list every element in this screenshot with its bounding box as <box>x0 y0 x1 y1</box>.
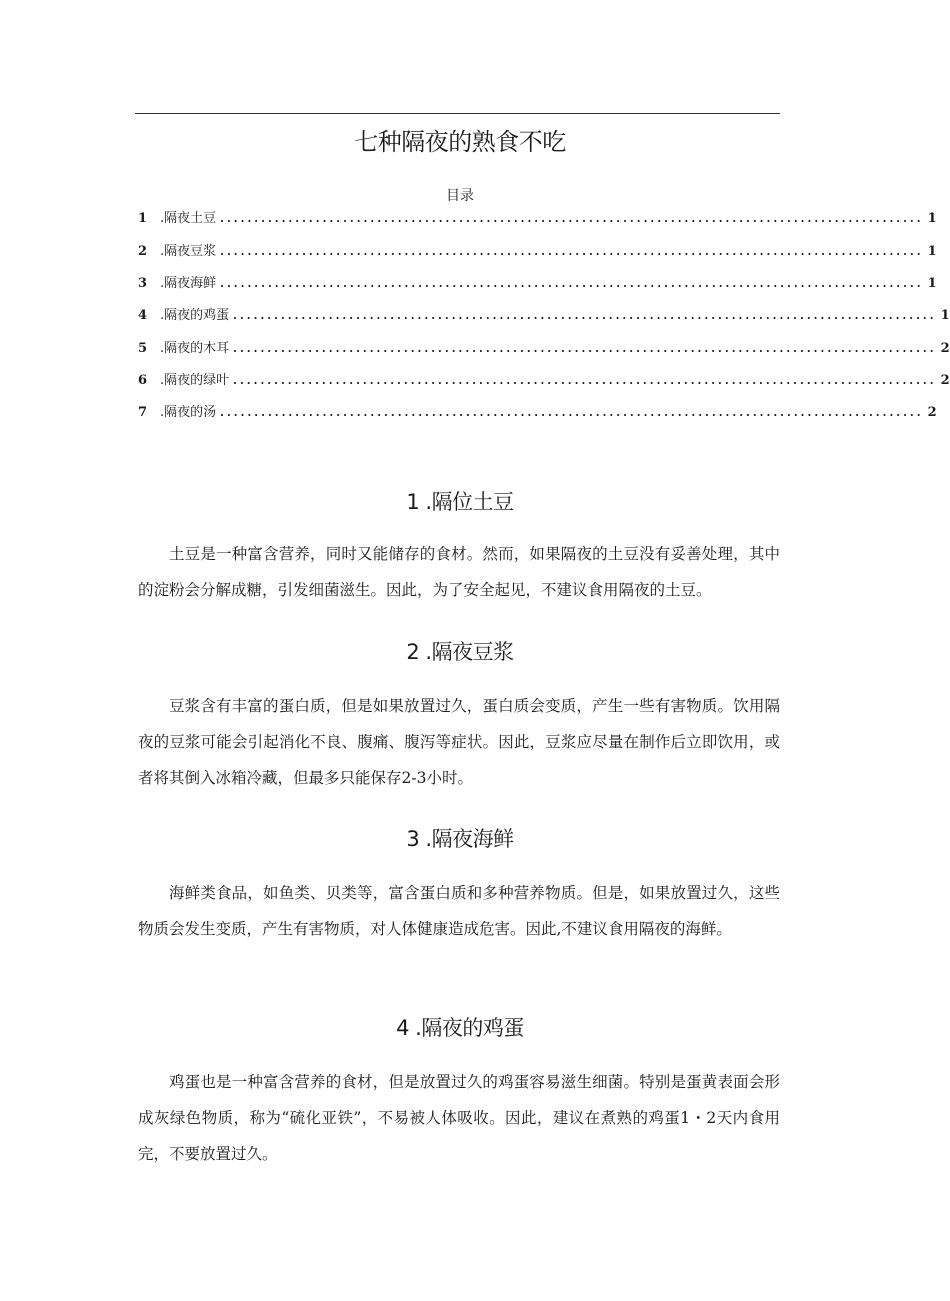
toc-leader-dots: ....................................................................................................... <box>220 245 924 258</box>
toc-item-label: .隔夜的汤 <box>160 405 217 420</box>
toc-item-page: 1 <box>940 308 950 323</box>
toc-item[interactable] <box>138 240 937 259</box>
toc-item-page: 2 <box>940 373 950 388</box>
section-paragraph: 土豆是一种富含营养，同时又能储存的食材。然而，如果隔夜的土豆没有妥善处理，其中的淀粉会分解成糖，引发细菌滋生。因此，为了安全起见，不建议食用隔夜的土豆。 <box>138 545 780 599</box>
toc-leader-dots: ....................................................................................................... <box>220 406 924 419</box>
section-heading: 1 .隔位土豆 <box>406 490 514 514</box>
toc-item[interactable] <box>138 272 937 291</box>
toc-item-page: 1 <box>927 244 937 259</box>
toc-item-label: .隔夜的木耳 <box>160 341 230 356</box>
toc-item-label: .隔夜土豆 <box>160 211 217 226</box>
toc-item-number: 5 <box>138 341 148 356</box>
toc-item[interactable] <box>138 369 950 388</box>
toc-item-label: .隔夜豆浆 <box>160 244 217 259</box>
section-heading: 2 .隔夜豆浆 <box>406 640 514 664</box>
section-paragraph: 鸡蛋也是一种富含营养的食材，但是放置过久的鸡蛋容易滋生细菌。特别是蛋黄表面会形成灰绿色物质，称为“硫化亚铁”，不易被人体吸收。因此，建议在煮熟的鸡蛋1・2天内食用完，不要放置过久。 <box>138 1073 780 1163</box>
toc-item-number: 2 <box>138 244 148 259</box>
toc-item[interactable] <box>138 337 950 356</box>
toc-item-label: .隔夜的鸡蛋 <box>160 308 230 323</box>
document-title: 七种隔夜的熟食不吃 <box>354 128 566 156</box>
toc-leader-dots: ....................................................................................................... <box>233 309 937 322</box>
section-paragraph: 豆浆含有丰富的蛋白质，但是如果放置过久，蛋白质会变质，产生一些有害物质。饮用隔夜的豆浆可能会引起消化不良、腹痛、腹泻等症状。因此，豆浆应尽量在制作后立即饮用，或者将其倒入冰箱冷藏，但最多只能保存2-3小时。 <box>138 697 780 787</box>
section-heading: 4 .隔夜的鸡蛋 <box>396 1016 524 1040</box>
toc-item-page: 1 <box>927 211 937 226</box>
toc-item[interactable] <box>138 207 937 226</box>
toc-item-number: 7 <box>138 405 148 420</box>
section-heading: 3 .隔夜海鲜 <box>406 827 514 851</box>
toc-item-page: 1 <box>927 276 937 291</box>
toc-leader-dots: ....................................................................................................... <box>220 277 924 290</box>
toc-leader-dots: ....................................................................................................... <box>233 374 937 387</box>
toc-leader-dots: ....................................................................................................... <box>233 342 937 355</box>
toc-item-number: 6 <box>138 373 148 388</box>
toc-item-page: 2 <box>927 405 937 420</box>
header-rule <box>135 113 780 114</box>
toc-item-label: .隔夜的绿叶 <box>160 373 230 388</box>
toc-item-page: 2 <box>940 341 950 356</box>
section-paragraph: 海鲜类食品，如鱼类、贝类等，富含蛋白质和多种营养物质。但是，如果放置过久，这些物质会发生变质，产生有害物质，对人体健康造成危害。因此,不建议食用隔夜的海鲜。 <box>138 884 780 938</box>
toc-item-number: 3 <box>138 276 148 291</box>
toc-leader-dots: ....................................................................................................... <box>220 212 924 225</box>
toc-item-number: 4 <box>138 308 148 323</box>
toc-item-number: 1 <box>138 211 148 226</box>
toc-item[interactable] <box>138 401 937 420</box>
toc-item-label: .隔夜海鲜 <box>160 276 217 291</box>
toc-heading: 目录 <box>446 188 474 204</box>
toc-item[interactable] <box>138 304 950 323</box>
